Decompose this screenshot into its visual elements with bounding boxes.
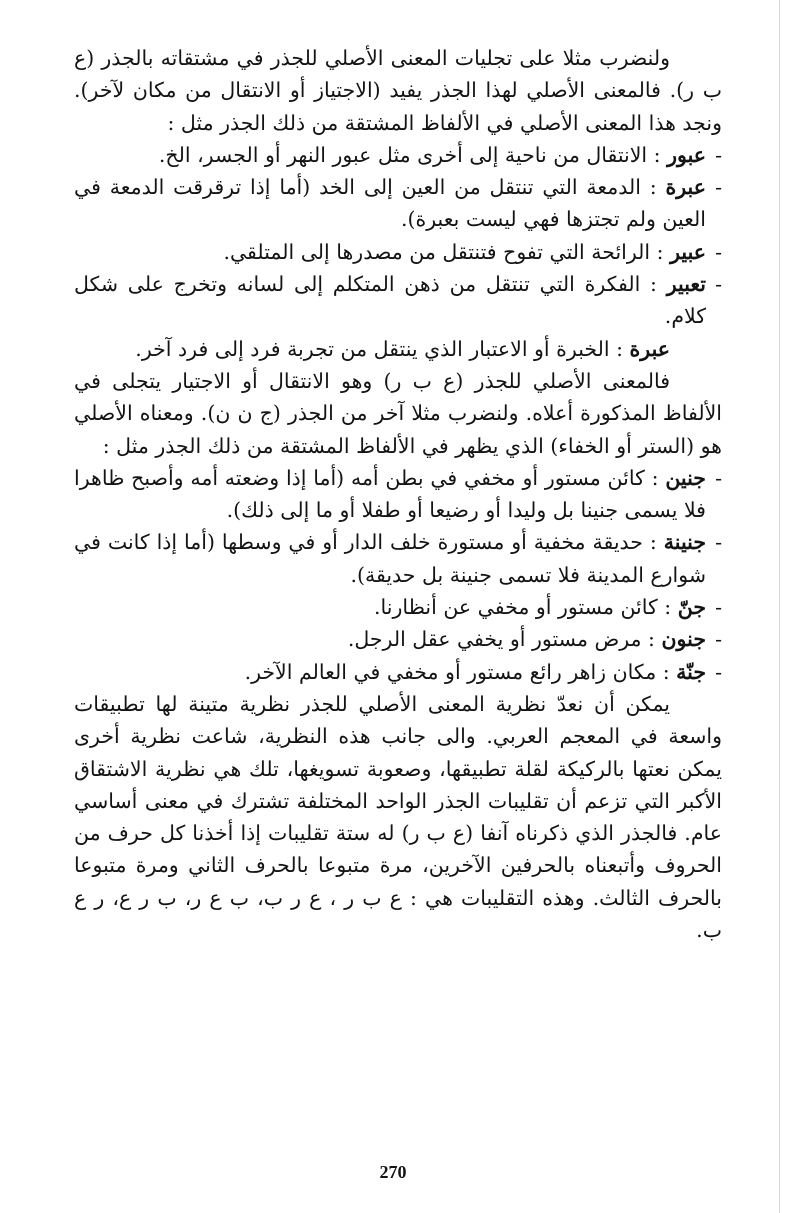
list-item: - جنّ : كائن مستور أو مخفي عن أنظارنا. xyxy=(373,595,722,620)
list-item: - جنينة : حديقة مخفية أو مستورة خلف الدار أو في وسطها (أما إذا كانت في شوارع المدينة فلا تسمى جنينة بل حديقة). xyxy=(74,530,722,587)
list-item: - تعبير : الفكرة التي تنتقل من ذهن المتكلم إلى لسانه وتخرج على شكل كلام. xyxy=(74,272,722,329)
entry-term: عبير xyxy=(670,239,706,264)
entry-term: جنون xyxy=(661,627,706,652)
paragraph-3: يمكن أن نعدّ نظرية المعنى الأصلي للجذر نظرية متينة لها تطبيقات واسعة في المعجم العربي. والى جانب هذه النظرية، شاعت نظرية أخرى يمكن نعتها بالركيكة لقلة تطبيقها، وصعوبة تسويغها، تلك هي نظرية الاشتقاق الأكبر التي تزعم أن تقليبات الجذر الواحد المختلفة تشترك في معنى أساسي عام. فالجذر الذي ذكرناه آنفا (ع ب ر) له ستة تقليبات إذا أخذنا كل حرف من الحروف وأتبعناه بالحرفين الآخرين، مرة متبوعا بالحرف الثاني ومرة متبوعا بالحرف الثالث. وهذه التقليبات هي : ع ب ر ، ع ر ب، ب ع ر، ب ر ع، ر ع ب. xyxy=(74,691,722,943)
entry-term: جنين xyxy=(665,465,706,490)
list-item: - عبير : الرائحة التي تفوح فتنتقل من مصدرها إلى المتلقي. xyxy=(223,239,722,264)
list-item: - جنّة : مكان زاهر رائع مستور أو مخفي في العالم الآخر. xyxy=(244,659,722,684)
entry-definition: : الدمعة التي تنتقل من العين إلى الخد (أما إذا ترقرقت الدمعة في العين ولم تجتزها فهي ليست بعبرة). xyxy=(74,175,706,232)
page-edge-line xyxy=(779,0,780,1213)
entry-definition: : كائن مستور أو مخفي في بطن أمه (أما إذا وضعته أمه وأصبح ظاهرا فلا يسمى جنينا بل وليدا أو رضيعا أو طفلا أو ما إلى ذلك). xyxy=(74,465,706,523)
entry-definition: : مكان زاهر رائع مستور أو مخفي في العالم الآخر. xyxy=(244,659,670,684)
list-item xyxy=(74,333,722,365)
entry-term: جنّة xyxy=(676,659,706,684)
entry-term: عبرة xyxy=(629,336,670,361)
paragraph-2: فالمعنى الأصلي للجذر (ع ب ر) وهو الانتقال أو الاجتيار يتجلى في الألفاظ المذكورة أعلاه. ولنضرب مثلا آخر من الجذر (ج ن ن). ومعناه الأصلي هو (الستر أو الخفاء) الذي يظهر في الألفاظ المشتقة من ذلك الجذر مثل : xyxy=(74,368,722,458)
entry-term: عبرة xyxy=(665,175,706,200)
entry-term: عبور xyxy=(667,142,706,167)
paragraph-intro: ولنضرب مثلا على تجليات المعنى الأصلي للجذر في مشتقاته بالجذر (ع ب ر). فالمعنى الأصلي لهذا الجذر يفيد (الاجتياز أو الانتقال من مكان لآخر). ونجد هذا المعنى الأصلي في الألفاظ المشتقة من ذلك الجذر مثل : xyxy=(74,46,722,135)
entry-definition: : الرائحة التي تفوح فتنتقل من مصدرها إلى المتلقي. xyxy=(223,239,664,264)
entry-definition: : الانتقال من ناحية إلى أخرى مثل عبور النهر أو الجسر، الخ. xyxy=(158,142,661,167)
list-item: - جنين : كائن مستور أو مخفي في بطن أمه (أما إذا وضعته أمه وأصبح ظاهرا فلا يسمى جنينا بل وليدا أو رضيعا أو طفلا أو ما إلى ذلك). xyxy=(74,465,722,523)
page-number: 270 xyxy=(379,1162,407,1182)
entry-definition: : كائن مستور أو مخفي عن أنظارنا. xyxy=(373,595,672,620)
entry-definition: : الفكرة التي تنتقل من ذهن المتكلم إلى لسانه وتخرج على شكل كلام. xyxy=(74,272,706,329)
entry-definition: : مرض مستور أو يخفي عقل الرجل. xyxy=(347,627,655,652)
body-text xyxy=(74,42,722,946)
list-item: - عبرة : الدمعة التي تنتقل من العين إلى الخد (أما إذا ترقرقت الدمعة في العين ولم تجتزها فهي ليست بعبرة). xyxy=(74,175,722,232)
entry-definition: : الخبرة أو الاعتبار الذي ينتقل من تجربة فرد إلى فرد آخر. xyxy=(135,336,623,361)
list-item: - جنون : مرض مستور أو يخفي عقل الرجل. xyxy=(347,627,722,652)
entry-term: جنينة xyxy=(663,530,706,555)
entry-term: تعبير xyxy=(666,272,706,297)
entry-term: جنّ xyxy=(677,595,706,620)
list-item: - عبور : الانتقال من ناحية إلى أخرى مثل عبور النهر أو الجسر، الخ. xyxy=(158,142,722,167)
entry-definition: : حديقة مخفية أو مستورة خلف الدار أو في وسطها (أما إذا كانت في شوارع المدينة فلا تسمى جنينة بل حديقة). xyxy=(74,530,706,587)
